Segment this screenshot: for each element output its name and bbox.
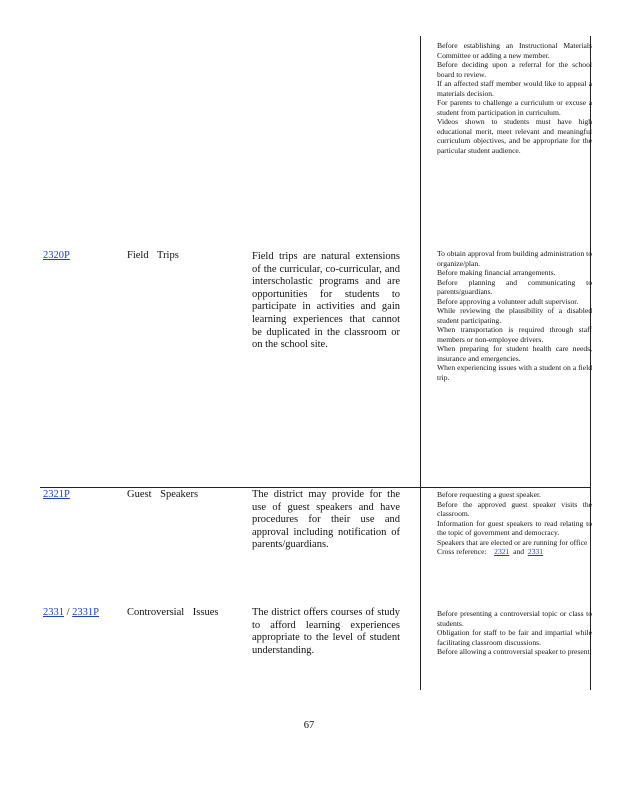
list-item: Before requesting a guest speaker.: [437, 490, 541, 499]
table-divider-left: [420, 488, 421, 690]
page-number: 67: [303, 720, 315, 731]
list-item: Before planning and communicating to parents/guardians.: [437, 277, 592, 296]
list-item: When transportation is required through staff members or non-employee drivers.: [437, 325, 592, 344]
list-item: Before allowing a controversial speaker to present.: [437, 647, 592, 656]
list-item: For parents to challenge a curriculum or excuse a student from participation in curriculum.: [437, 98, 592, 117]
list-item: Before deciding upon a referral for the school board to review.: [437, 60, 592, 79]
topic-guest-speakers: Guest Speakers: [127, 489, 199, 500]
list-item: Speakers that are elected or are running for office: [437, 537, 588, 547]
code-separator: /: [66, 607, 70, 618]
bullet-list-guest-speakers: [424, 490, 592, 557]
cross-ref-link-2331[interactable]: 2331: [527, 547, 544, 556]
description-guest-speakers: The district may provide for the use of guest speakers and have procedures for their use and approval including notification of parents/guardians.: [252, 489, 400, 551]
bullet-list-controversial-issues: [424, 609, 592, 657]
topic-controversial-issues: Controversial Issues: [127, 607, 219, 618]
bullet-list-field-trips: [424, 249, 592, 382]
list-item: Obligation for staff to be fair and impartial while facilitating classroom discussions.: [437, 628, 592, 647]
list-item: Before establishing an Instructional Materials Committee or adding a new member.: [437, 41, 592, 60]
cross-ref-link-2321[interactable]: 2321: [494, 547, 510, 556]
list-item: Before the approved guest speaker visits the classroom.: [437, 499, 592, 518]
description-field-trips: Field trips are natural extensions of the curricular, co-curricular, and interscholastic programs and are opportunities for students to participate in activities and gain learning experiences that cannot be duplicated in the classroom or on the school site.: [252, 251, 400, 351]
list-item: Before making financial arrangements.: [437, 268, 556, 277]
table-divider-left-cont: [420, 36, 421, 488]
policy-link-2331[interactable]: 2331: [43, 607, 64, 618]
list-item: Before presenting a controversial topic or class to students.: [437, 609, 592, 628]
list-item: If an affected staff member would like to appeal a materials decision.: [437, 79, 592, 98]
policy-link-2331P[interactable]: 2331P: [72, 607, 100, 618]
list-item: When preparing for student health care needs, insurance and emergencies.: [437, 344, 592, 363]
list-item: Videos shown to students must have high educational merit, meet relevant and meaningful curriculum objectives, and be appropriate for the particular student audience.: [437, 117, 592, 155]
list-item: While reviewing the plausibility of a disabled student participating.: [437, 306, 592, 325]
policy-code-2320P: [43, 250, 70, 261]
policy-code-2331: [43, 607, 99, 618]
policy-link-2321P[interactable]: 2321P: [43, 489, 70, 500]
continuation-bullet-list: [424, 41, 592, 155]
list-item: When experiencing issues with a student on a field trip.: [437, 363, 592, 382]
description-controversial-issues: The district offers courses of study to afford learning experiences appropriate to the level of student understanding.: [252, 607, 400, 656]
list-item: Before approving a volunteer adult supervisor.: [437, 296, 579, 306]
cross-reference: Cross reference: 2321 and 2331: [437, 547, 544, 556]
policy-link-2320P[interactable]: 2320P: [43, 250, 70, 261]
list-item: To obtain approval from building administration to organize/plan.: [437, 249, 592, 268]
policy-code-2321P: [43, 489, 70, 500]
list-item: Information for guest speakers to read relating to the topic of government and democracy.: [437, 518, 592, 537]
topic-field-trips: Field Trips: [127, 250, 179, 261]
row-rule-1: [40, 487, 591, 488]
